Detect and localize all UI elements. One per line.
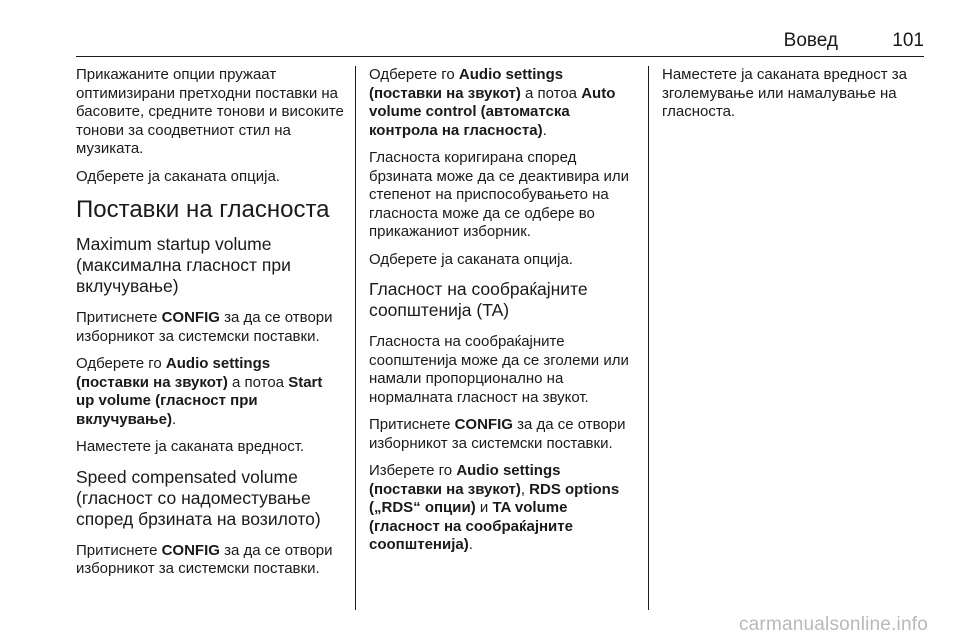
page-number: 101 — [892, 30, 924, 51]
paragraph: Гласноста на сообраќајните соопштенија може да се зголеми или намали пропорционално на нормалната гласност на звукот. — [369, 333, 629, 406]
paragraph: Гласноста коригирана според брзината може да се деактивира или степенот на приспособувањето на гласноста може да се одбере во прикажаниот изборник. — [369, 149, 629, 240]
button-name: CONFIG — [454, 416, 513, 433]
paragraph: Одберете ја саканата опција. — [76, 167, 280, 185]
watermark: carmanualsonline.info — [738, 614, 928, 635]
paragraph: Притиснете CONFIG за да се отвори изборникот за системски поставки. — [76, 541, 333, 577]
section-title: Вовед — [783, 30, 838, 51]
paragraph: Притиснете CONFIG за да се отвори изборникот за системски поставки. — [76, 309, 333, 345]
button-name: CONFIG — [161, 309, 220, 326]
button-name: CONFIG — [161, 541, 220, 559]
paragraph: Одберете го Audio settings (поставки на звукот) а потоа Auto volume control (автоматска контрола на гласноста). — [369, 66, 616, 139]
paragraph: Притиснете CONFIG за да се отвори изборникот за системски поставки. — [369, 416, 626, 452]
menu-item-name: TA volume (гласност на сообраќајните соопштенија) — [369, 499, 573, 553]
menu-item-name: Auto volume control (автоматска контрола на гласноста) — [369, 84, 616, 139]
page-header — [76, 30, 924, 54]
column-3 — [662, 66, 928, 131]
paragraph: Наместете ја саканата вредност. — [76, 438, 305, 455]
paragraph: Одберете го Audio settings (поставки на звукот) а потоа Start up volume (гласност при вклучување). — [76, 355, 323, 428]
column-divider — [355, 66, 356, 610]
subsection-heading: Speed compensated volume (гласност со надоместување според брзината на возилото) — [76, 466, 321, 529]
menu-item-name: Audio settings (поставки на звукот) — [76, 355, 271, 391]
header-rule — [76, 56, 924, 57]
menu-item-name: Start up volume (гласност при вклучување) — [76, 373, 323, 428]
menu-item-name: Audio settings (поставки на звукот) — [369, 462, 561, 498]
menu-item-name: Audio settings (поставки на звукот) — [369, 66, 564, 102]
paragraph: Наместете ја саканата вредност за зголемување или намалување на гласноста. — [662, 66, 907, 120]
paragraph: Одберете ја саканата опција. — [369, 250, 573, 268]
subsection-heading: Гласност на сообраќајните соопштенија (TA) — [369, 279, 588, 320]
column-1 — [76, 66, 344, 588]
column-2 — [369, 66, 635, 564]
section-heading: Поставки на гласноста — [76, 196, 330, 223]
menu-item-name: RDS options („RDS“ опции) — [369, 480, 620, 516]
paragraph: Изберете го Audio settings (поставки на звукот), RDS options („RDS“ опции) и TA volume (гласност на сообраќајните соопштенија). — [369, 462, 620, 553]
paragraph: Прикажаните опции пружаат оптимизирани претходни поставки на басовите, средните тонови и високите тонови за соодветниот стил на музиката. — [76, 66, 344, 157]
column-divider — [648, 66, 649, 610]
subsection-heading: Maximum startup volume (максимална гласност при вклучување) — [76, 234, 291, 296]
